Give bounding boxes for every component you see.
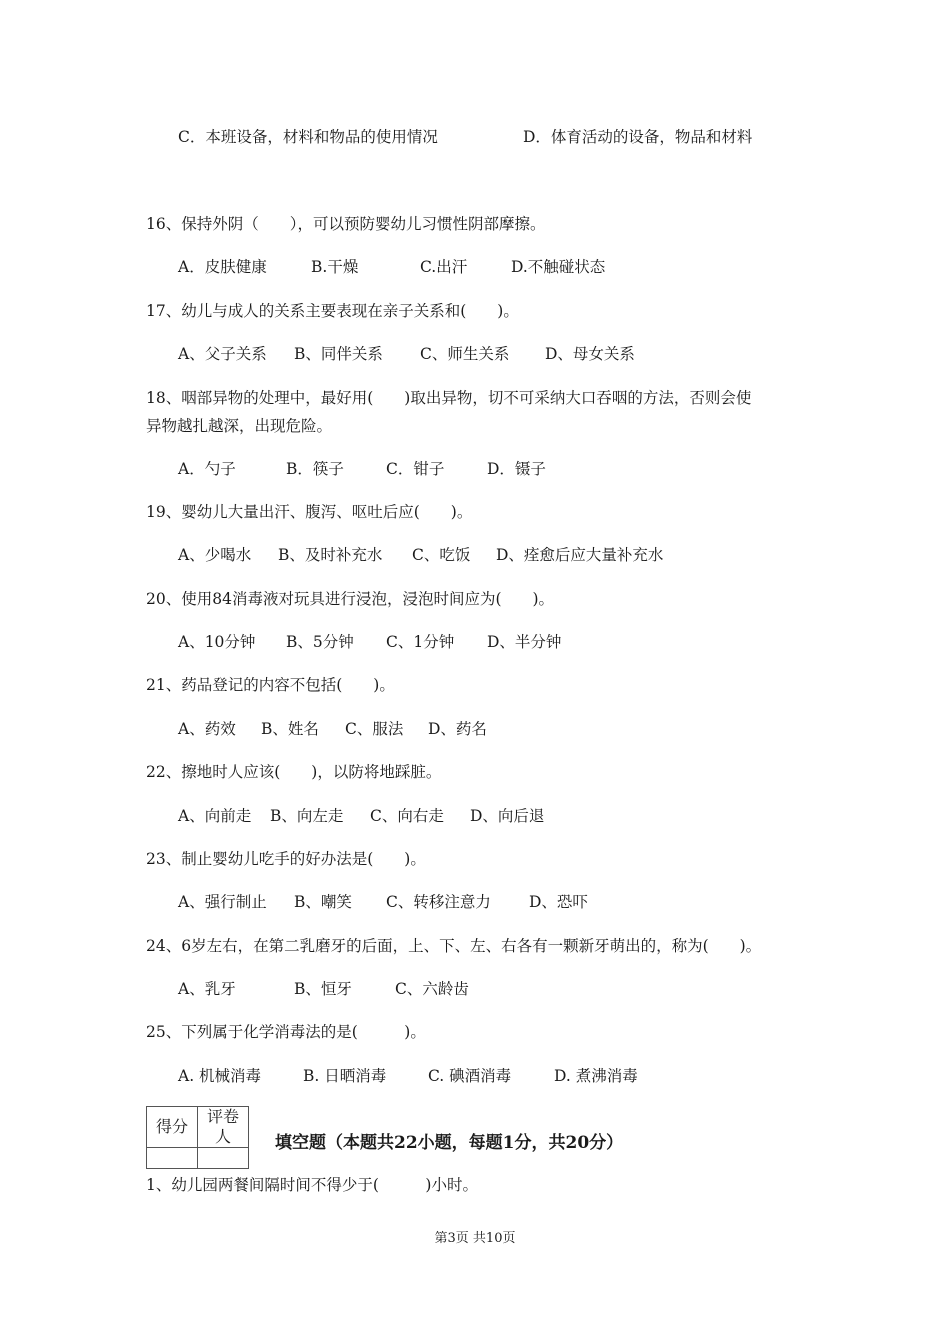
option: D、母女关系 [545,345,635,363]
section-title: 填空题（本题共22小题，每题1分，共20分） [275,1133,624,1153]
option: C、师生关系 [420,345,510,363]
option: B. 日晒消毒 [303,1067,387,1085]
option: B、恒牙 [294,980,352,998]
option: D. 煮沸消毒 [554,1067,638,1085]
question-stem: 17、幼儿与成人的关系主要表现在亲子关系和( )。 [146,302,519,320]
option: C. 碘酒消毒 [428,1067,512,1085]
option: C、吃饭 [412,546,471,564]
score-header: 得分 [147,1107,198,1148]
question-stem: 23、制止婴幼儿吃手的好办法是( )。 [146,850,426,868]
option: C、转移注意力 [386,893,491,911]
question-stem: 20、使用84消毒液对玩具进行浸泡，浸泡时间应为( )。 [146,590,555,608]
option: B、向左走 [270,807,344,825]
option: C、向右走 [370,807,444,825]
option: C．钳子 [386,460,445,478]
option: C.出汗 [420,258,468,276]
option: D.不触碰状态 [511,258,606,276]
q15-option-d: D．体育活动的设备，物品和材料 [523,128,753,146]
option: C、服法 [345,720,404,738]
option: A、少喝水 [178,546,252,564]
fill-question-1: 1、幼儿园两餐间隔时间不得少于( )小时。 [146,1176,478,1194]
question-stem: 19、婴幼儿大量出汗、腹泻、呕吐后应( )。 [146,503,473,521]
option: D、痊愈后应大量补充水 [496,546,664,564]
question-stem: 18、咽部异物的处理中，最好用( )取出异物，切不可采纳大口吞咽的方法，否则会使 [146,389,752,407]
page-footer: 第3页 共10页 [434,1231,516,1246]
grader-cell[interactable] [198,1148,249,1169]
option: B、嘲笑 [294,893,352,911]
score-cell[interactable] [147,1148,198,1169]
option: C、1分钟 [386,633,455,651]
option: A．勺子 [178,460,236,478]
option: A、父子关系 [178,345,267,363]
question-stem: 16、保持外阴（ ），可以预防婴幼儿习惯性阴部摩擦。 [146,215,546,233]
option: B、姓名 [261,720,319,738]
option: A、向前走 [178,807,252,825]
option: B、及时补充水 [278,546,383,564]
grader-header: 评卷人 [198,1107,249,1148]
option: D、恐吓 [529,893,588,911]
option: A、乳牙 [178,980,236,998]
question-stem: 22、擦地时人应该( )，以防将地踩脏。 [146,763,442,781]
option: A、10分钟 [178,633,256,651]
option: B．筷子 [286,460,344,478]
option: A. 机械消毒 [178,1067,262,1085]
option: D、半分钟 [487,633,562,651]
option: B、5分钟 [286,633,354,651]
q15-option-c: C．本班设备，材料和物品的使用情况 [178,128,438,146]
option: D、向后退 [470,807,545,825]
question-stem: 24、6岁左右，在第二乳磨牙的后面，上、下、左、右各有一颗新牙萌出的，称为( )。 [146,937,762,955]
option: C、六龄齿 [395,980,469,998]
question-stem: 25、下列属于化学消毒法的是( )。 [146,1023,426,1041]
option: B.干燥 [311,258,359,276]
question-stem-continued: 异物越扎越深，出现危险。 [146,417,333,435]
option: A、药效 [178,720,236,738]
score-table [146,1106,249,1169]
option: A．皮肤健康 [178,258,267,276]
option: A、强行制止 [178,893,267,911]
option: B、同伴关系 [294,345,383,363]
question-stem: 21、药品登记的内容不包括( )。 [146,676,395,694]
option: D．镊子 [487,460,546,478]
option: D、药名 [428,720,487,738]
